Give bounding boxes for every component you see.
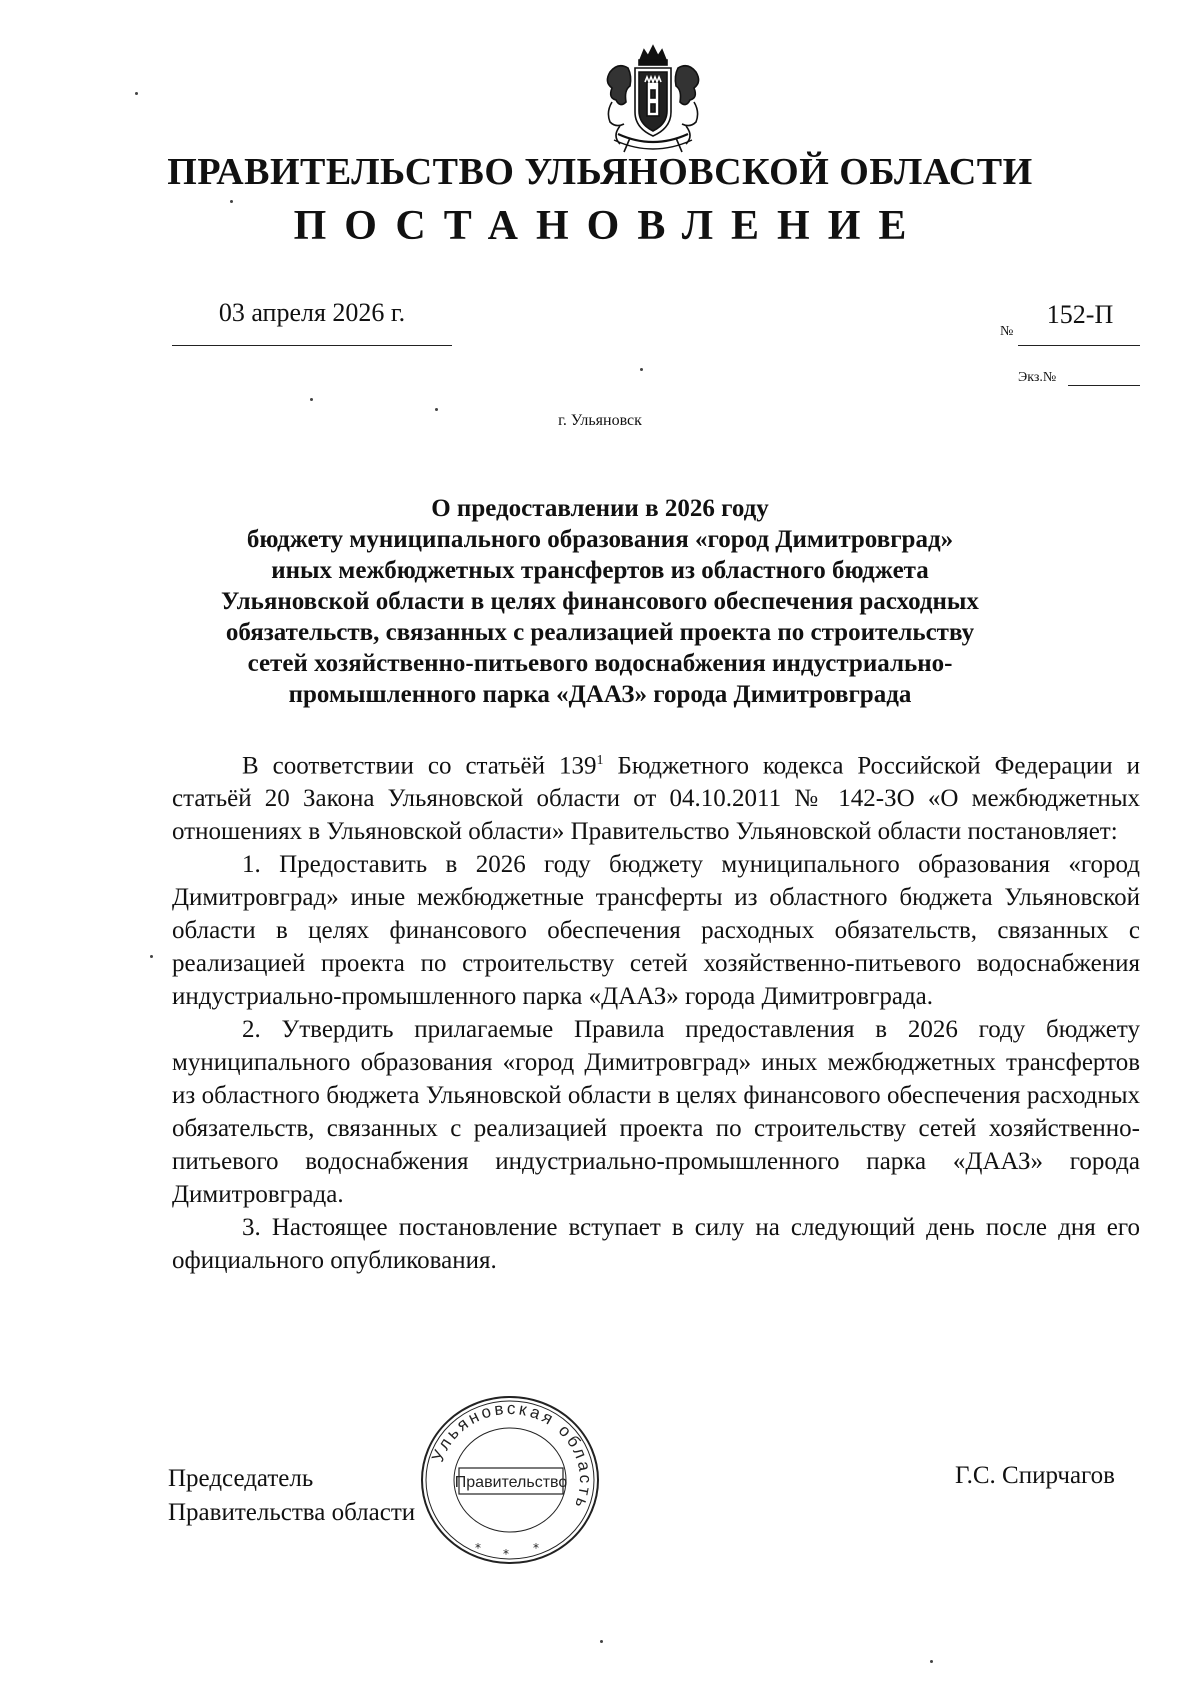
number-sign: № (1000, 324, 1014, 339)
copy-number-underline (1068, 385, 1140, 386)
coat-of-arms-icon (590, 42, 716, 160)
date-underline (172, 345, 452, 346)
clause-paragraph: 2. Утвердить прилагаемые Правила предоставления в 2026 году бюджету муниципального образования «город Димитровград» иных межбюджетных трансфертов из областного бюджета Ульяновской области в целях финансового обеспечения расходных обязательств, связанных с реализацией проекта по строительству сетей хозяйственно-питьевого водоснабжения индустриально-промышленного парка «ДААЗ» города Димитровграда. (172, 1016, 1140, 1209)
document-subject (150, 493, 1050, 710)
star-icon: * (503, 1547, 509, 1561)
document-body (172, 744, 1140, 1277)
signatory-title-line: Правительства области (168, 1499, 416, 1526)
subject-line: промышленного парка «ДААЗ» города Димитровграда (288, 681, 912, 708)
scan-speck (640, 368, 643, 371)
star-icon: * (475, 1541, 481, 1555)
official-stamp (415, 1392, 605, 1568)
clause-paragraph: 3. Настоящее постановление вступает в силу на следующий день после дня его официального опубликования. (172, 1214, 1140, 1275)
preamble-paragraph (172, 744, 1140, 848)
article-superscript: 1 (596, 753, 604, 768)
subject-line: иных межбюджетных трансфертов из областного бюджета (271, 557, 929, 584)
scan-speck (930, 1660, 933, 1663)
document-number: 152-П (1046, 300, 1114, 329)
number-underline (1018, 345, 1140, 346)
scan-speck (435, 408, 438, 411)
signatory-title-line: Председатель (168, 1465, 314, 1492)
document-date: 03 апреля 2026 г. (218, 298, 406, 327)
scan-speck (150, 955, 153, 958)
copy-number-label: Экз.№ (1018, 370, 1057, 385)
government-title: ПРАВИТЕЛЬСТВО УЛЬЯНОВСКОЙ ОБЛАСТИ (167, 151, 1033, 193)
subject-line: Ульяновской области в целях финансового обеспечения расходных (221, 588, 979, 615)
preamble-text-before: В соответствии со статьёй 139 (242, 752, 597, 780)
stamp-ring-text: Ульяновская область (428, 1398, 596, 1514)
subject-line: обязательств, связанных с реализацией проекта по строительству (225, 619, 975, 646)
subject-line: О предоставлении в 2026 году (431, 495, 769, 522)
subject-line: бюджету муниципального образования «город Димитровград» (246, 526, 954, 553)
scan-speck (600, 1640, 603, 1643)
scan-speck (230, 200, 233, 203)
subject-line: сетей хозяйственно-питьевого водоснабжения индустриально- (247, 650, 953, 677)
document-kind-title: ПОСТАНОВЛЕНИЕ (293, 203, 925, 249)
clause-paragraph: 1. Предоставить в 2026 году бюджету муниципального образования «город Димитровград» иные межбюджетные трансферты из областного бюджета Ульяновской области в целях финансового обеспечения расходных обязательств, связанных с реализацией проекта по строительству сетей хозяйственно-питьевого водоснабжения индустриально-промышленного парка «ДААЗ» города Димитровграда. (172, 851, 1140, 1011)
stamp-center-text: Правительство (454, 1474, 568, 1491)
signatory-name: Г.С. Спирчагов (955, 1462, 1115, 1489)
scan-speck (135, 92, 138, 95)
star-icon: * (533, 1541, 539, 1555)
city-name: г. Ульяновск (558, 412, 642, 429)
preamble-text-after: Бюджетного кодекса Российской Федерации и статьёй 20 Закона Ульяновской области от 04.10.2011 № 142-ЗО «О межбюджетных отношениях в Ульяновской области» Правительство Ульяновской области постановляет: (172, 752, 1140, 846)
signatory-title (168, 1462, 415, 1530)
scan-speck (310, 398, 313, 401)
